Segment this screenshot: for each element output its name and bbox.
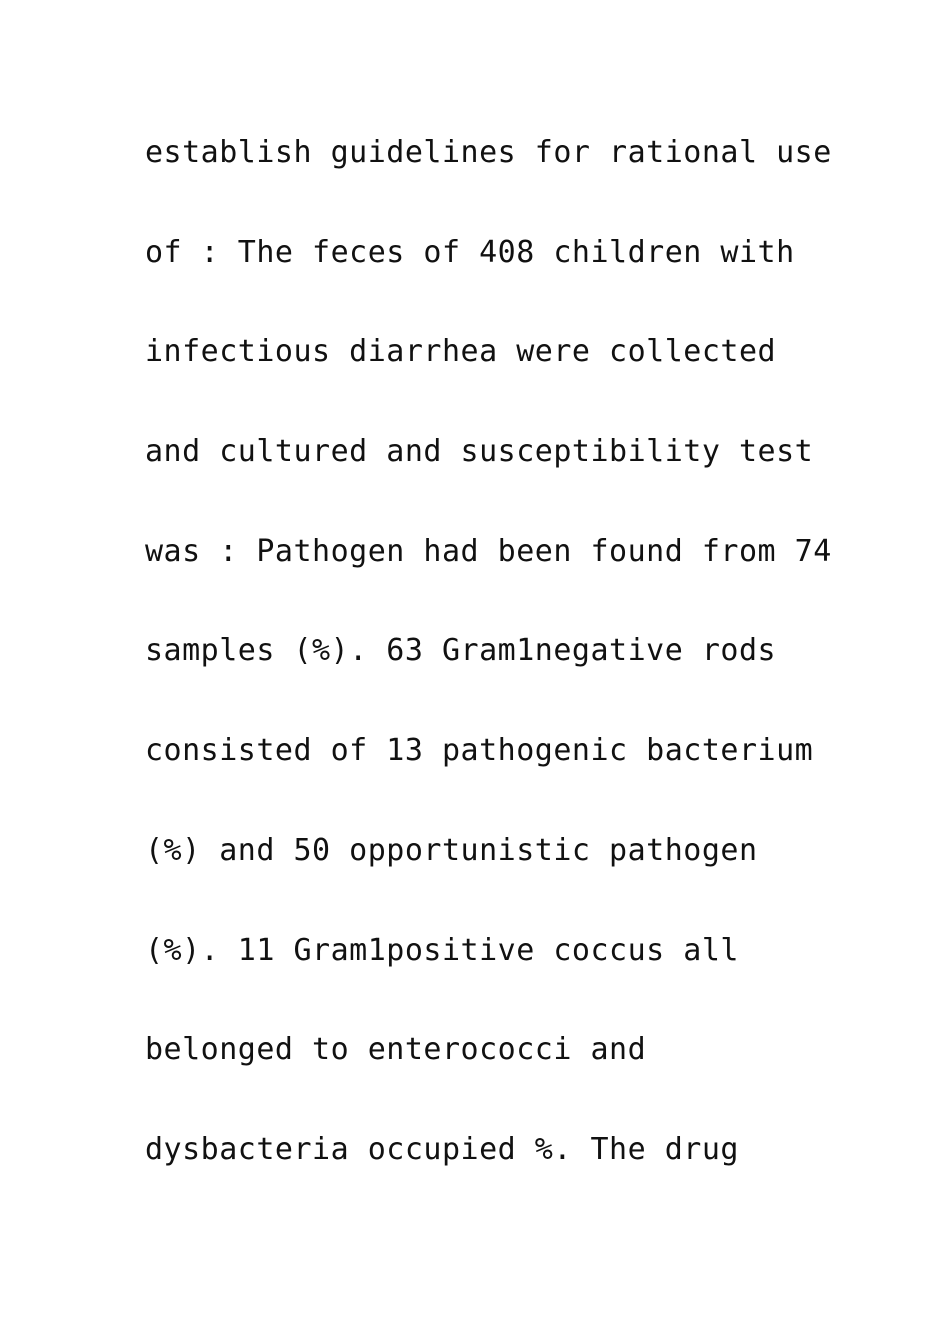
text-line-2: of : The feces of 408 children with [145, 234, 795, 270]
text-line-5: was : Pathogen had been found from 74 [145, 533, 832, 569]
text-line-1: establish guidelines for rational use [145, 135, 832, 170]
text-line-8: (%) and 50 opportunistic pathogen [145, 832, 758, 868]
text-line-7: consisted of 13 pathogenic bacterium [145, 733, 814, 769]
body-text [145, 128, 845, 1225]
text-line-3: infectious diarrhea were collected [145, 334, 777, 370]
text-line-9: (%). 11 Gram1positive coccus all [145, 932, 739, 968]
text-line-4: and cultured and susceptibility test [145, 434, 814, 470]
text-line-10: belonged to enterococci and [145, 1032, 647, 1068]
text-line-11: dysbacteria occupied %. The drug [145, 1131, 739, 1167]
text-line-6: samples (%). 63 Gram1negative rods [145, 633, 777, 669]
